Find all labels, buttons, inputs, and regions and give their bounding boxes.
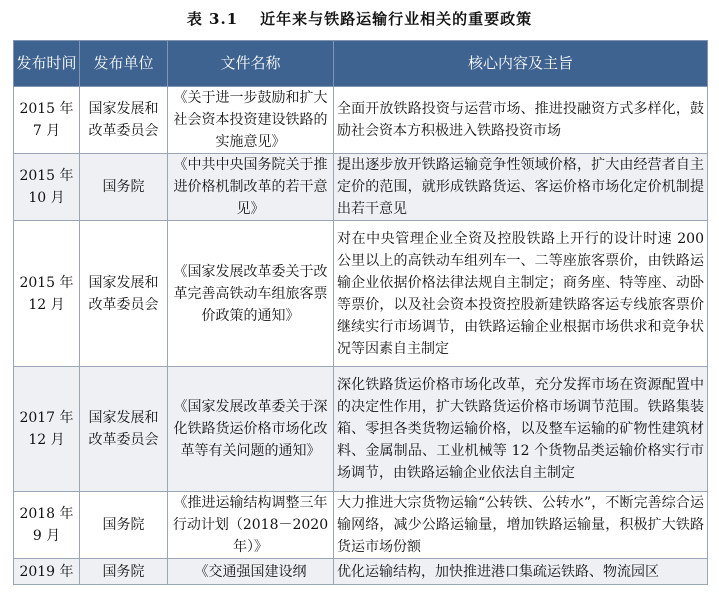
cell-date: 2017 年 12 月 <box>14 367 80 492</box>
cell-document: 《国家发展改革委关于改革完善高铁动车组旅客票价政策的通知》 <box>168 221 334 367</box>
cell-issuer: 国务院 <box>80 492 168 559</box>
cell-issuer: 国务院 <box>80 559 168 585</box>
cell-document: 《交通强国建设纲 <box>168 559 334 585</box>
cell-content: 对在中央管理企业全资及控股铁路上开行的设计时速 200 公里以上的高铁动车组列车一、二等座旅客票价，由铁路运输企业依据价格法律法规自主制定；商务座、特等座、动卧等票价，以及社会资本投资控股新建铁路客运专线旅客票价继续实行市场调节，由铁路运输企业根据市场供求和竞争状况等因素自主制定 <box>334 221 708 367</box>
cell-document: 《中共中央国务院关于推进价格机制改革的若干意见》 <box>168 154 334 221</box>
header-content: 核心内容及主旨 <box>334 41 708 87</box>
cell-date: 2015 年 7 月 <box>14 87 80 154</box>
policy-table <box>13 40 708 585</box>
table-title: 近年来与铁路运输行业相关的重要政策 <box>260 10 533 28</box>
cell-issuer: 国务院 <box>80 154 168 221</box>
cell-date: 2018 年 9 月 <box>14 492 80 559</box>
table-row <box>14 559 708 585</box>
cell-date: 2015 年 10 月 <box>14 154 80 221</box>
cell-issuer: 国家发展和改革委员会 <box>80 221 168 367</box>
cell-document: 《推进运输结构调整三年行动计划（2018－2020 年）》 <box>168 492 334 559</box>
table-row <box>14 154 708 221</box>
table-row <box>14 367 708 492</box>
table-row <box>14 221 708 367</box>
header-date: 发布时间 <box>14 41 80 87</box>
cell-date: 2015 年 12 月 <box>14 221 80 367</box>
header-issuer: 发布单位 <box>80 41 168 87</box>
header-document: 文件名称 <box>168 41 334 87</box>
cell-content: 深化铁路货运价格市场化改革，充分发挥市场在资源配置中的决定性作用，扩大铁路货运价格市场调节范围。铁路集装箱、零担各类货物运输价格，以及整车运输的矿物性建筑材料、金属制品、工业机械等 12 个货物品类运输价格实行市场调节，由铁路运输企业依法自主制定 <box>334 367 708 492</box>
cell-issuer: 国家发展和改革委员会 <box>80 367 168 492</box>
table-row <box>14 87 708 154</box>
cell-document: 《关于进一步鼓励和扩大社会资本投资建设铁路的实施意见》 <box>168 87 334 154</box>
header-row <box>14 41 708 87</box>
cell-content: 优化运输结构，加快推进港口集疏运铁路、物流园区 <box>334 559 708 585</box>
cell-date: 2019 年 <box>14 559 80 585</box>
table-row <box>14 492 708 559</box>
cell-issuer: 国家发展和改革委员会 <box>80 87 168 154</box>
cell-content: 提出逐步放开铁路运输竞争性领域价格，扩大由经营者自主定价的范围，就形成铁路货运、客运价格市场化定价机制提出若干意见 <box>334 154 708 221</box>
table-number: 表 3.1 <box>186 10 239 28</box>
cell-content: 大力推进大宗货物运输“公转铁、公转水”，不断完善综合运输网络，减少公路运输量，增加铁路运输量，积极扩大铁路货运市场份额 <box>334 492 708 559</box>
cell-content: 全面开放铁路投资与运营市场、推进投融资方式多样化，鼓励社会资本方积极进入铁路投资市场 <box>334 87 708 154</box>
table-caption <box>0 8 719 29</box>
cell-document: 《国家发展改革委关于深化铁路货运价格市场化改革等有关问题的通知》 <box>168 367 334 492</box>
